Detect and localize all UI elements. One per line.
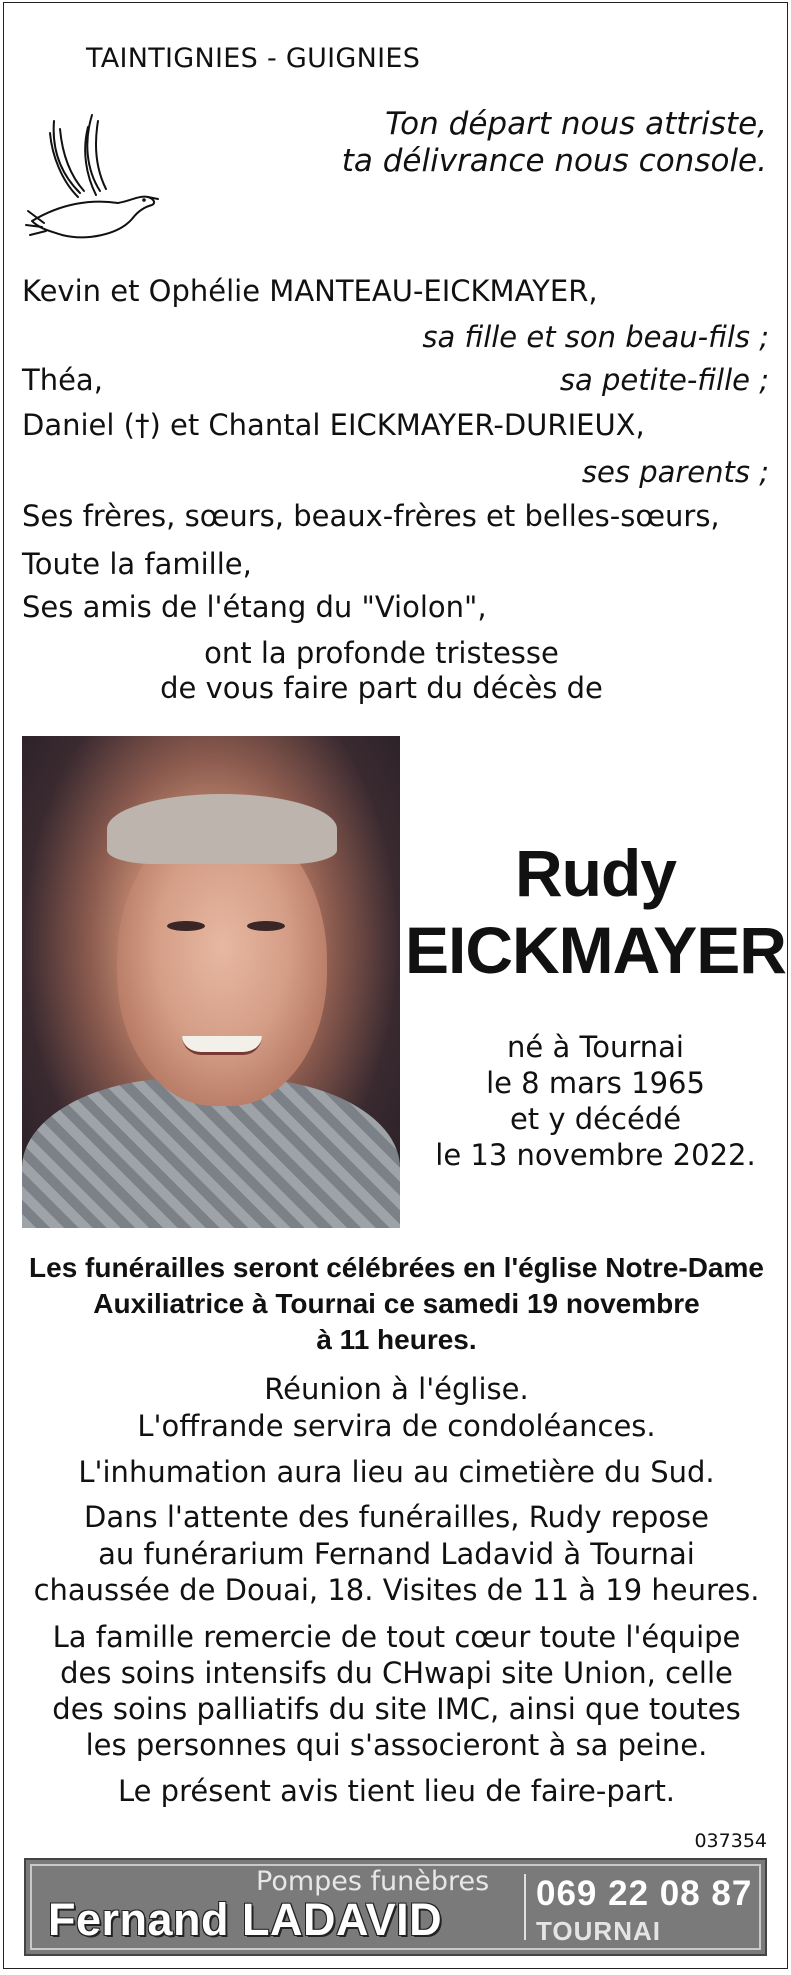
family-line: Théa,: [22, 363, 103, 397]
info-line: L'inhumation aura lieu au cimetière du Sud.: [78, 1455, 715, 1489]
photo-hair: [107, 794, 337, 864]
family-role: sa petite-fille ;: [559, 363, 769, 397]
info-line: La famille remercie de tout cœur toute l'équipe: [52, 1620, 741, 1654]
info-line: des soins palliatifs du site IMC, ainsi que toutes: [52, 1692, 741, 1726]
epitaph-quote: [342, 106, 767, 180]
funeral-line: à 11 heures.: [316, 1324, 477, 1355]
banner-company: Fernand LADAVID: [48, 1894, 443, 1945]
dove-icon: [22, 111, 162, 246]
funeral-home-banner: [24, 1858, 767, 1956]
photo-mouth: [182, 1036, 262, 1055]
obituary-notice: [3, 2, 788, 1969]
other-line: Toute la famille,: [22, 547, 252, 581]
info-line: les personnes qui s'associeront à sa peine.: [85, 1728, 708, 1762]
family-role: ses parents ;: [581, 455, 769, 489]
deceased-first-name: Rudy: [515, 836, 676, 910]
death-line: et y décédé: [509, 1102, 682, 1136]
family-line: Daniel (†) et Chantal EICKMAYER-DURIEUX,: [22, 408, 645, 442]
funeral-line: Auxiliatrice à Tournai ce samedi 19 novembre: [93, 1288, 700, 1319]
photo-eye: [247, 921, 285, 931]
photo-eye: [167, 921, 205, 931]
family-role: sa fille et son beau-fils ;: [422, 320, 769, 354]
announce-line: de vous faire part du décès de: [160, 671, 603, 705]
funeral-line: Les funérailles seront célébrées en l'église Notre-Dame: [29, 1252, 764, 1283]
family-line: Kevin et Ophélie MANTEAU-EICKMAYER,: [22, 274, 598, 308]
info-line: des soins intensifs du CHwapi site Union, celle: [60, 1656, 733, 1690]
info-line: L'offrande servira de condoléances.: [137, 1409, 656, 1443]
banner-town: TOURNAI: [536, 1916, 661, 1946]
death-line: le 13 novembre 2022.: [435, 1138, 756, 1172]
announce-line: ont la profonde tristesse: [204, 636, 559, 670]
deceased-photo: [22, 736, 400, 1228]
other-line: Ses amis de l'étang du "Violon",: [22, 590, 487, 624]
birth-line: né à Tournai: [507, 1030, 684, 1064]
info-line: Dans l'attente des funérailles, Rudy repose: [84, 1500, 709, 1534]
banner-divider: [524, 1874, 526, 1940]
location-heading: TAINTIGNIES - GUIGNIES: [86, 43, 421, 74]
info-line: au funérarium Fernand Ladavid à Tournai: [98, 1537, 695, 1571]
banner-phone: 069 22 08 87: [536, 1874, 753, 1913]
deceased-last-name: EICKMAYER: [405, 913, 786, 987]
info-line: Réunion à l'église.: [264, 1372, 529, 1406]
info-line: Le présent avis tient lieu de faire-part.: [117, 1774, 676, 1808]
quote-line: Ton départ nous attriste,: [385, 106, 767, 142]
quote-line: ta délivrance nous console.: [341, 143, 767, 179]
birth-line: le 8 mars 1965: [486, 1066, 705, 1100]
banner-subtitle: Pompes funèbres: [256, 1866, 490, 1897]
info-line: chaussée de Douai, 18. Visites de 11 à 19 heures.: [33, 1573, 760, 1607]
other-line: Ses frères, sœurs, beaux-frères et belles-sœurs,: [22, 499, 720, 533]
reference-code: 037354: [694, 1830, 767, 1852]
